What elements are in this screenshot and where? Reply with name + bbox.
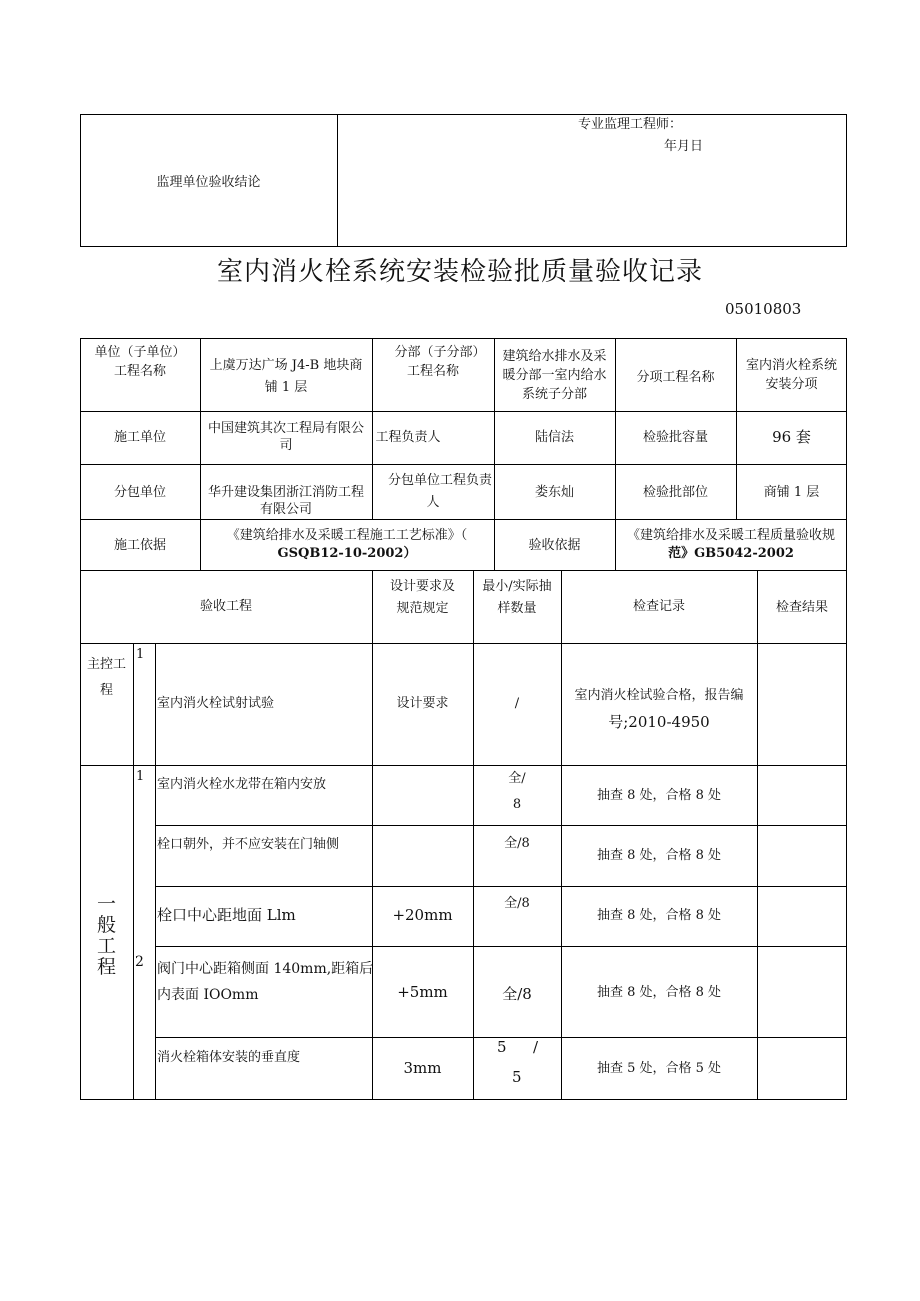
main-control-label: 主控工 程 bbox=[86, 657, 126, 698]
header-design: 设计要求及 规范规定 bbox=[389, 579, 455, 616]
main-control-record: 室内消火栓试验合格，报告编 号;2010-4950 bbox=[574, 688, 744, 731]
sub-division-value: 建筑给水排水及采 暖分部一室内给水 系统子分部 bbox=[502, 349, 607, 402]
sub-manager-label: 分包单位工程负责 人 bbox=[387, 473, 492, 510]
general-sample-1: 全/ 8 bbox=[508, 771, 526, 812]
date-label: 年月日 bbox=[664, 139, 704, 154]
main-control-design: 设计要求 bbox=[396, 696, 449, 711]
batch-location-label: 检验批部位 bbox=[642, 485, 708, 500]
general-item-3: 栓口中心距地面 Llm bbox=[157, 906, 296, 924]
general-record-1: 抽查 8 处，合格 8 处 bbox=[596, 788, 722, 803]
general-item-5: 消火栓箱体安装的垂直度 bbox=[157, 1050, 301, 1065]
general-sample-5-slash: / bbox=[533, 1038, 539, 1056]
header-record: 检查记录 bbox=[632, 599, 685, 614]
general-record-5: 抽查 5 处，合格 5 处 bbox=[596, 1061, 722, 1076]
general-sample-5-bottom: 5 bbox=[512, 1068, 522, 1086]
sub-division-label: 分部（子分部） 工程名称 bbox=[394, 345, 486, 379]
manager-value: 陆信法 bbox=[534, 430, 574, 445]
batch-capacity-value: 96 套 bbox=[772, 428, 811, 446]
subcontractor-value: 华升建设集团浙江消防工程 有限公司 bbox=[207, 485, 364, 517]
general-design-3: +20mm bbox=[392, 906, 453, 924]
general-index-2: 2 bbox=[135, 954, 144, 970]
general-record-4: 抽查 8 处，合格 8 处 bbox=[596, 985, 722, 1000]
batch-location-value: 商铺 1 层 bbox=[763, 485, 820, 500]
general-design-4: +5mm bbox=[397, 983, 448, 1001]
general-item-2: 栓口朝外，并不应安装在门轴侧 bbox=[157, 837, 340, 852]
acceptance-basis-label: 验收依据 bbox=[528, 538, 581, 553]
main-control-sample: / bbox=[514, 696, 520, 711]
main-control-item: 室内消火栓试射试验 bbox=[157, 696, 275, 711]
batch-capacity-label: 检验批容量 bbox=[642, 430, 708, 445]
general-label: 一 般 工 程 bbox=[96, 893, 116, 978]
unit-project-label: 单位（子单位） 工程名称 bbox=[94, 345, 186, 379]
document-code: 05010803 bbox=[725, 300, 802, 318]
item-project-value: 室内消火栓系统 安装分项 bbox=[745, 358, 837, 392]
engineer-label: 专业监理工程师： bbox=[578, 117, 683, 132]
general-item-4: 阀门中心距箱侧面 140mm,距箱后 内表面 IOOmm bbox=[157, 961, 374, 1003]
general-record-3: 抽查 8 处，合格 8 处 bbox=[596, 908, 722, 923]
sub-manager-value: 娄东灿 bbox=[534, 485, 574, 500]
basis-value: 《建筑给排水及采暖工程施工工艺标准》（ GSQB12-10-2002） bbox=[226, 528, 468, 561]
supervision-divider bbox=[337, 114, 338, 247]
item-project-label: 分项工程名称 bbox=[636, 370, 715, 385]
manager-label: 工程负责人 bbox=[375, 430, 441, 445]
acceptance-basis-value: 《建筑给排水及采暖工程质量验收规 范》GB5042-2002 bbox=[626, 528, 835, 561]
page-title: 室内消火栓系统安装检验批质量验收记录 bbox=[216, 257, 703, 287]
header-project: 验收工程 bbox=[199, 599, 252, 614]
general-design-5: 3mm bbox=[403, 1059, 442, 1077]
header-sample: 最小/实际抽 样数量 bbox=[482, 579, 552, 616]
unit-project-value: 上虞万达广场 J4-B 地块商 铺 1 层 bbox=[209, 358, 363, 395]
contractor-label: 施工单位 bbox=[113, 430, 166, 445]
general-sample-2: 全/8 bbox=[504, 836, 530, 851]
supervision-label: 监理单位验收结论 bbox=[156, 175, 261, 190]
header-result: 检查结果 bbox=[775, 600, 828, 615]
basis-label: 施工依据 bbox=[113, 538, 166, 553]
general-sample-5-top: 5 bbox=[497, 1038, 507, 1056]
general-record-2: 抽查 8 处，合格 8 处 bbox=[596, 848, 722, 863]
general-sample-3: 全/8 bbox=[504, 896, 530, 911]
contractor-value: 中国建筑其次工程局有限公 司 bbox=[207, 421, 364, 453]
subcontractor-label: 分包单位 bbox=[113, 485, 166, 500]
general-item-1: 室内消火栓水龙带在箱内安放 bbox=[157, 777, 327, 792]
main-control-index: 1 bbox=[136, 647, 145, 662]
general-sample-4: 全/8 bbox=[502, 985, 532, 1003]
general-index-1: 1 bbox=[136, 769, 145, 784]
